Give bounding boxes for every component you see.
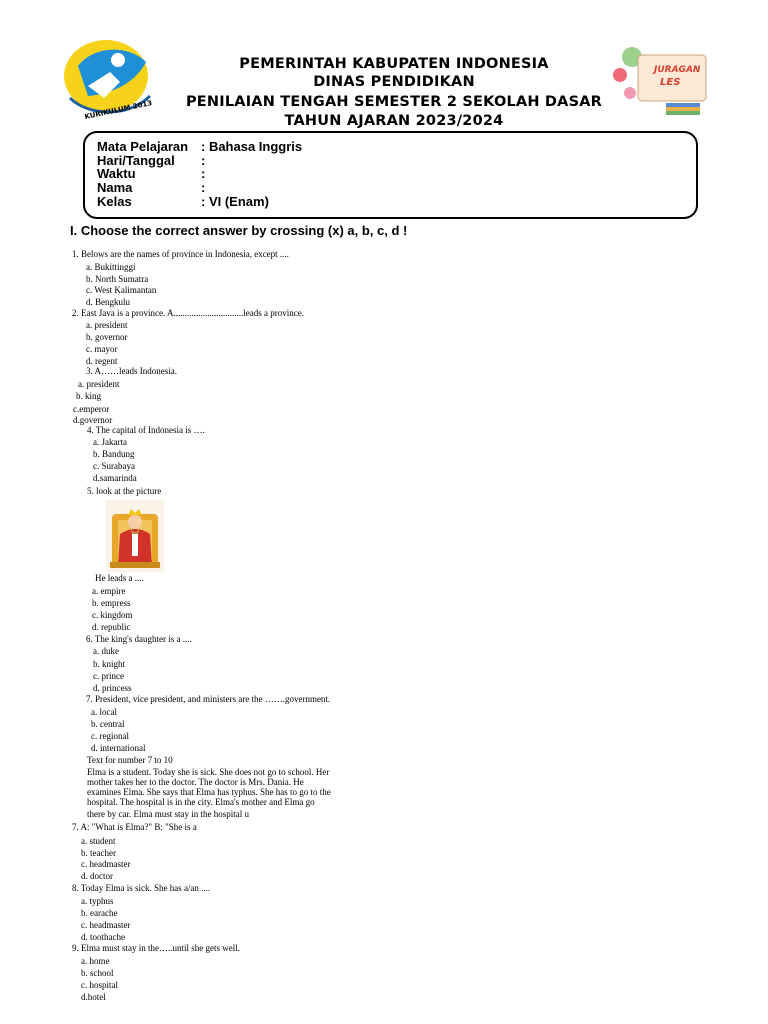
option-2b: b. governor: [86, 332, 128, 342]
question-1: 1. Belows are the names of province in Indonesia, except ....: [72, 249, 289, 259]
option-3b: b. king: [76, 391, 102, 401]
info-row-name: [97, 181, 205, 195]
info-value: :: [201, 166, 206, 181]
question-6: 6. The king's daughter is a ....: [86, 634, 192, 644]
option-9b: b. school: [81, 968, 114, 978]
option-3d: d.governor: [73, 415, 113, 425]
question-7: 7. A: "What is Elma?" B: "She is a: [72, 822, 197, 832]
question-8: 8. Today Elma is sick. She has a/an ....: [72, 883, 211, 893]
reading-text-line: examines Elma. She says that Elma has typhus. She has to go to the: [87, 787, 331, 797]
option-8a: a. typhus: [81, 896, 114, 906]
option-2d: d. regent: [86, 356, 118, 366]
option-5d: d. republic: [92, 622, 131, 632]
info-value: : Bahasa Inggris: [201, 139, 303, 154]
option-9c: c. hospital: [81, 980, 118, 990]
logo-right-text-2: LES: [660, 77, 681, 88]
option-5b: b. empress: [92, 598, 131, 608]
question-9: 9. Elma must stay in the…..until she gets well.: [72, 943, 240, 953]
logo-left-text: KURIKULUM 2013: [83, 98, 153, 122]
info-label: Nama: [97, 180, 133, 195]
info-label: Kelas: [97, 194, 132, 209]
info-row-subject: [97, 140, 302, 154]
logo-right-text-1: JURAGAN: [654, 65, 701, 75]
option-3a: a. president: [78, 379, 120, 389]
option-7-gov-c: c. regional: [91, 731, 129, 741]
question-5-caption: He leads a ....: [95, 573, 144, 583]
option-5c: c. kingdom: [92, 610, 133, 620]
info-value: :: [201, 153, 206, 168]
option-6b: b. knight: [93, 659, 126, 669]
option-6d: d. princess: [93, 683, 132, 693]
option-1a: a. Bukittinggi: [86, 262, 136, 272]
option-2c: c. mayor: [86, 344, 118, 354]
question-3: 3. A……leads Indonesia.: [86, 366, 177, 376]
reading-text-line: mother takes her to the doctor. The doctor is Mrs. Dania. He: [87, 777, 304, 787]
question-4: 4. The capital of Indonesia is ….: [87, 425, 205, 435]
option-4b: b. Bandung: [93, 449, 135, 459]
reading-text-heading: Text for number 7 to 10: [87, 755, 173, 765]
header-line-2: DINAS PENDIDIKAN: [313, 74, 475, 90]
option-8c: c. headmaster: [81, 920, 131, 930]
option-1b: b. North Sumatra: [86, 274, 149, 284]
section-title: I. Choose the correct answer by crossing (x) a, b, c, d !: [70, 223, 408, 238]
info-value: : VI (Enam): [201, 194, 269, 209]
option-7-gov-a: a. local: [91, 707, 117, 717]
option-5a: a. empire: [92, 586, 126, 596]
kurikulum-logo: [58, 36, 158, 126]
option-4d: d.samarinda: [93, 473, 137, 483]
option-7-gov-b: b. central: [91, 719, 125, 729]
option-7d: d. doctor: [81, 871, 113, 881]
juragan-les-logo: [610, 45, 708, 117]
info-label: Waktu: [97, 166, 136, 181]
option-1d: d. Bengkulu: [86, 297, 130, 307]
option-7-gov-d: d. international: [91, 743, 146, 753]
king-picture: [106, 500, 164, 572]
reading-text-line: Elma is a student. Today she is sick. She does not go to school. Her: [87, 767, 330, 777]
question-7-government: 7. President, vice president, and ministers are the …….government.: [86, 694, 331, 704]
question-2: 2. East Java is a province. A...............................leads a province.: [72, 308, 304, 318]
option-7a: a. student: [81, 836, 116, 846]
info-label: Hari/Tanggal: [97, 153, 175, 168]
option-7b: b. teacher: [81, 848, 116, 858]
option-8d: d. toothache: [81, 932, 125, 942]
option-1c: c. West Kalimantan: [86, 285, 157, 295]
info-row-time: [97, 167, 205, 181]
header-line-3: PENILAIAN TENGAH SEMESTER 2 SEKOLAH DASAR: [185, 94, 603, 110]
reading-text-line: there by car. Elma must stay in the hospital u: [87, 809, 249, 819]
option-6c: c. prince: [93, 671, 124, 681]
info-label: Mata Pelajaran: [97, 139, 189, 154]
option-7c: c. headmaster: [81, 859, 131, 869]
option-2a: a. president: [86, 320, 128, 330]
option-9a: a. home: [81, 956, 110, 966]
option-6a: a. duke: [93, 646, 119, 656]
header-line-1: PEMERINTAH KABUPATEN INDONESIA: [239, 56, 549, 72]
question-5: 5. look at the picture: [87, 486, 162, 496]
header-line-4: TAHUN AJARAN 2023/2024: [284, 113, 504, 129]
option-4a: a. Jakarta: [93, 437, 127, 447]
info-row-class: [97, 195, 269, 209]
option-3c: c.emperor: [73, 404, 110, 414]
option-4c: c. Surabaya: [93, 461, 135, 471]
option-9d: d.hotel: [81, 992, 106, 1002]
info-value: :: [201, 180, 206, 195]
option-8b: b. earache: [81, 908, 118, 918]
reading-text-line: hospital. The hospital is in the city. Elma's mother and Elma go: [87, 797, 315, 807]
